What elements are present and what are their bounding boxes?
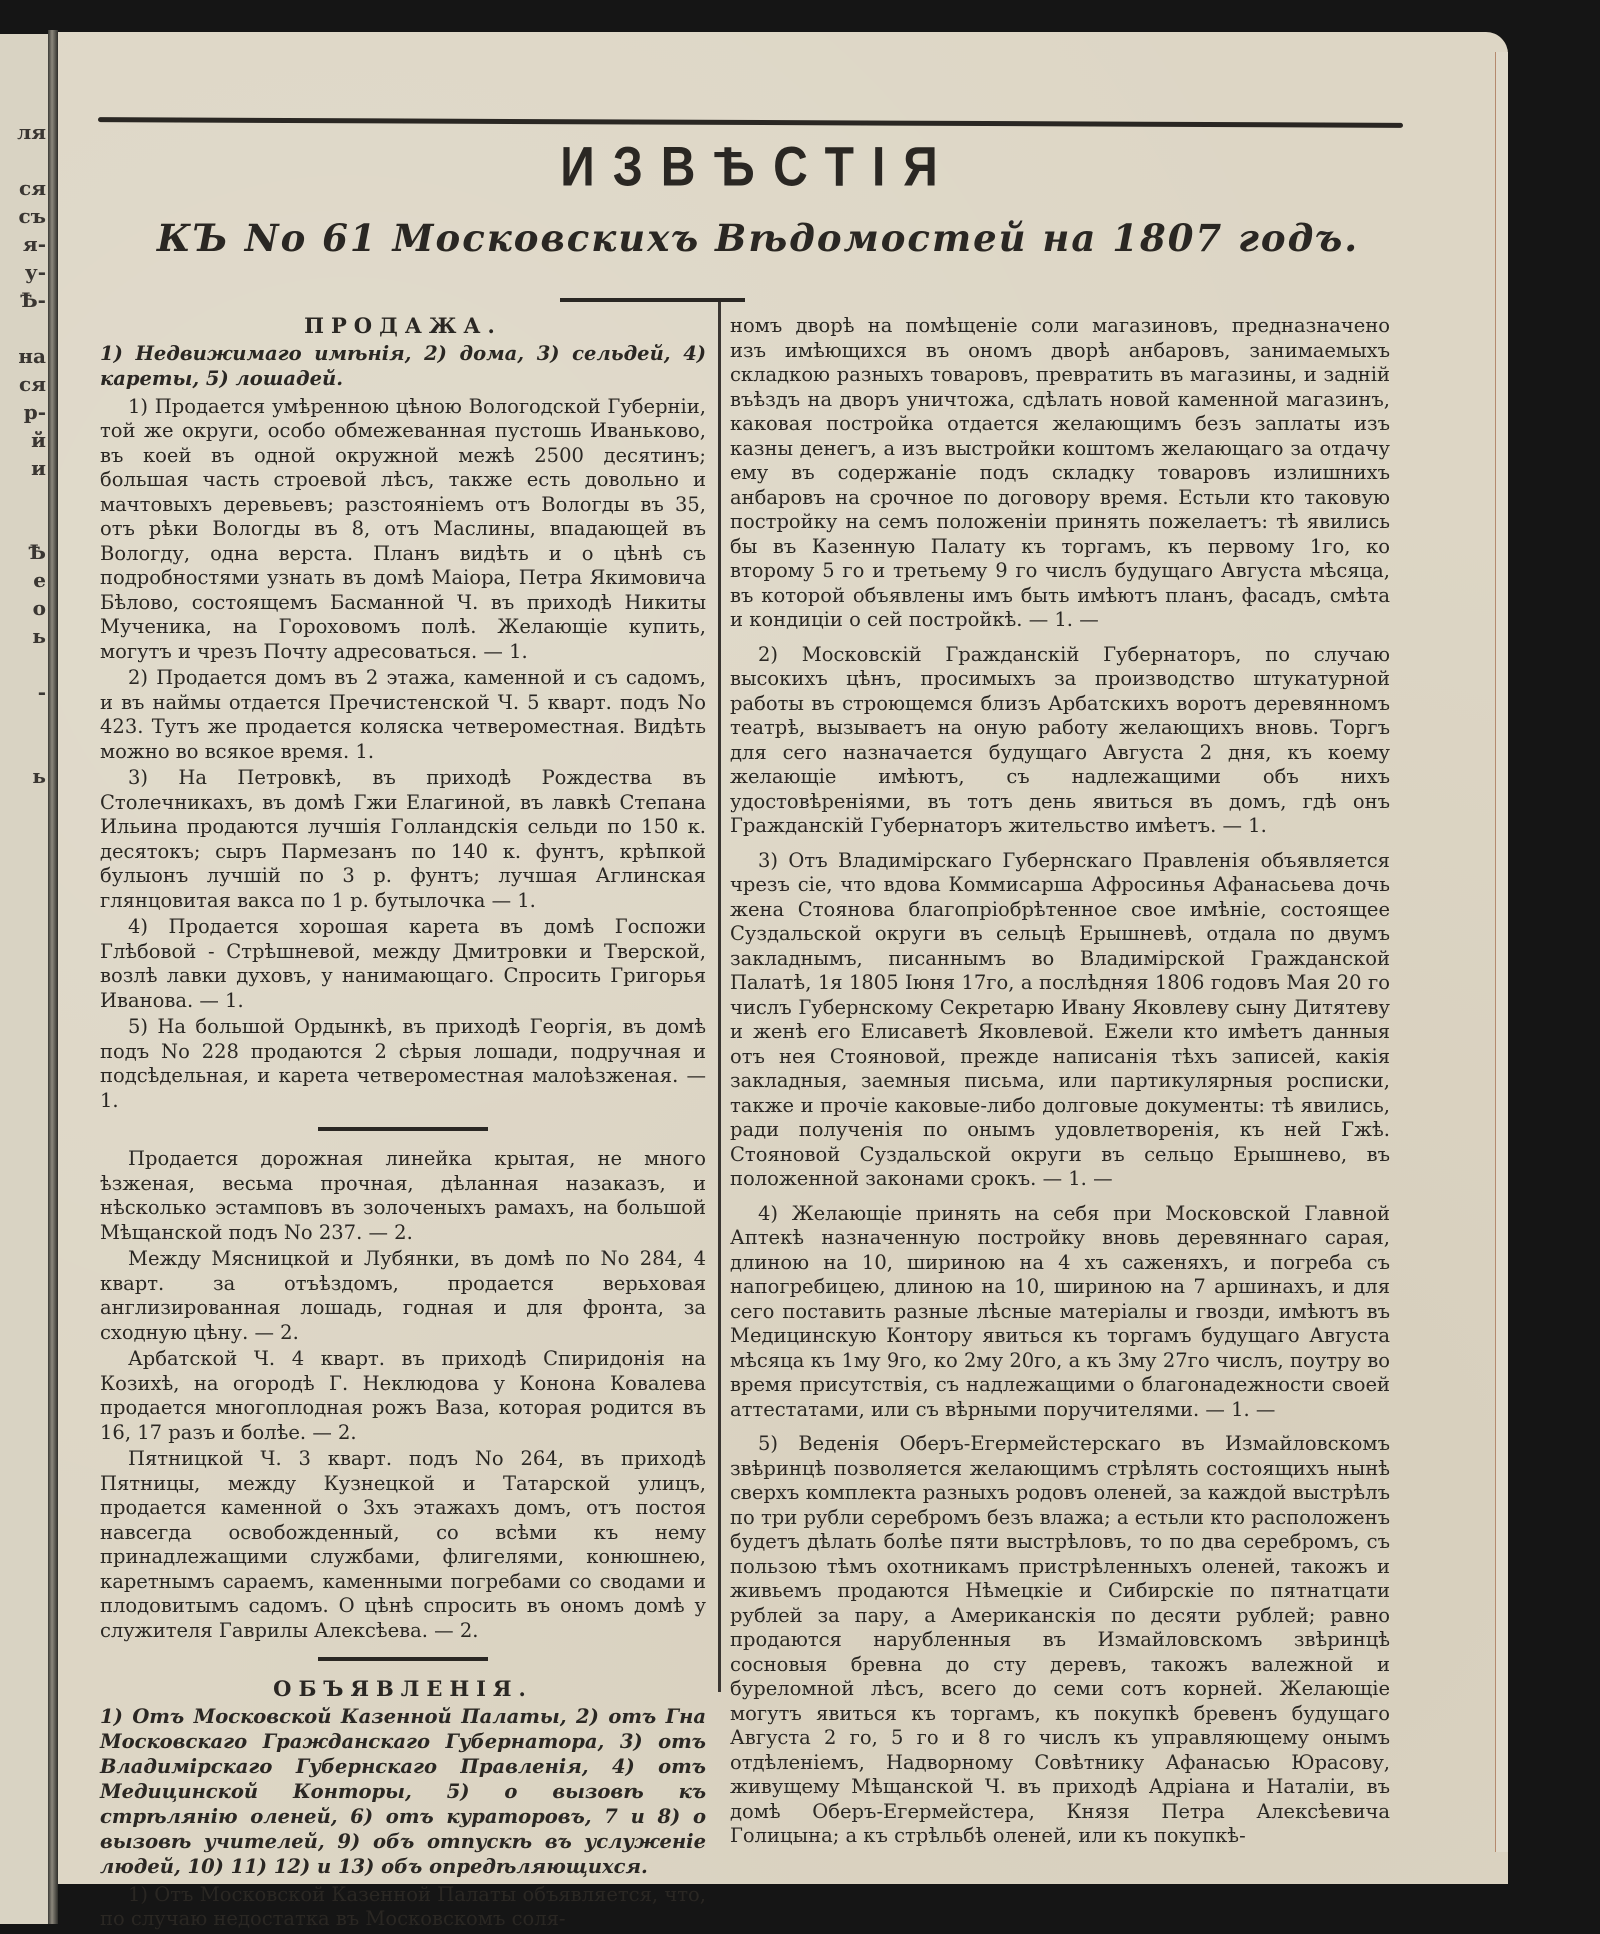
section-separator	[318, 1657, 488, 1661]
sale-item: 1) Продается умѣренною цѣною Вологодской Губерніи, той же округи, особо обмежеванная пустошь Иваньково, въ коей въ одной окружной межѣ 2500 десятинъ; большая часть строевой лѣсъ, также есть довольно и мачтовыхъ деревьевъ; разстояніемъ отъ Вологды въ 35, отъ рѣки Вологды въ 8, отъ Маслины, впадающей въ Вологду, одна верста. Планъ видѣть и о цѣнѣ съ подробностями узнать въ домѣ Маіора, Петра Якимовича Бѣлово, состоящемъ Басманной Ч. въ приходѣ Никиты Мученика, на Гороховомъ полѣ. Желающіе купить, могутъ и чрезъ Почту адресоваться. — 1.	[100, 394, 706, 663]
facing-page-edge	[0, 34, 48, 1924]
facing-page-text-fragments: ля ся съ я- у- Ѣ- на ся р- й и Ѣ е о ь - ь	[17, 120, 46, 788]
misc-sale-item: Продается дорожная линейка крытая, не много ѣзженая, весьма прочная, дѣланная назаказъ, и нѣсколько эстамповъ въ золоченыхъ рамахъ, на большой Мѣщанской подъ No 237. — 2.	[100, 1147, 706, 1244]
sale-item: 2) Продается домъ въ 2 этажа, каменной и съ садомъ, и въ наймы отдается Пречистенской Ч. 5 кварт. подъ No 423. Тутъ же продается коляска четвероместная. Видѣть можно во всякое время. 1.	[100, 666, 706, 763]
masthead-title: ИЗВѢСТІЯ	[560, 137, 956, 198]
sale-heading: ПРОДАЖА.	[304, 313, 502, 338]
page-edge	[1495, 52, 1508, 1852]
column-divider	[718, 302, 721, 1692]
sale-item: 4) Продается хорошая карета въ домѣ Госпожи Глѣбовой - Стрѣшневой, между Дмитровки и Тверской, возлѣ лавки духовъ, у нанимающаго. Спросить Григорья Иванова. — 1.	[100, 915, 706, 1012]
announcement-item-continued: номъ дворѣ на помѣщеніе соли магазиновъ, предназначено изъ имѣющихся въ ономъ дворѣ анбаровъ, занимаемыхъ складкою разныхъ товаровъ, превратить въ магазины, и задній въѣздъ на дворъ уничтожа, сдѣлать новой каменной магазинъ, каковая постройка отдается желающимъ безъ заплаты изъ казны денегъ, а изъ выстройки коштомъ желающаго за отдачу ему въ содержаніе подъ складку товаровъ излишнихъ анбаровъ на срочное по договору время. Естьли кто таковую постройку на семъ положеніи принять пожелаетъ: тѣ явились бы въ Казенную Палату къ торгамъ, къ первому 1го, ко второму 5 го и третьему 9 го числъ будущаго Августа мѣсяца, въ которой объявлены имъ быть имѣютъ планъ, фасадъ, смѣта и кондиціи о сей постройкѣ. — 1. —	[730, 314, 1390, 631]
announcement-item: 4) Желающіе принять на себя при Московской Главной Аптекѣ назначенную постройку вновь деревяннаго сарая, длиною на 10, шириною на 4 хъ саженяхъ, и погреба съ напогребицею, длиною на 10, шириною на 7 аршинахъ, и для сего поставить разные лѣсные матеріалы и гвозди, имѣютъ въ Медицинскую Контору явиться къ торгамъ будущаго Августа мѣсяца къ 1му 9го, ко 2му 20го, а къ 3му 27го числъ, поутру во время присутствія, съ надлежащими о благонадежности своей аттестатами, или съ вѣрными поручителями. — 1. —	[730, 1201, 1390, 1421]
announcements-heading: ОБЪЯВЛЕНІЯ.	[273, 1676, 533, 1701]
top-rule	[98, 117, 1403, 128]
misc-sale-item: Пятницкой Ч. 3 кварт. подъ No 264, въ приходѣ Пятницы, между Кузнецкой и Татарской улицъ, продается каменной о 3хъ этажахъ домъ, отъ постоя навсегда освобожденный, со всѣми къ нему принадлежащими службами, флигелями, конюшнею, каретнымъ сараемъ, каменными погребами со сводами и плодовитымъ садомъ. О цѣнѣ спросить въ ономъ домѣ у служителя Гаврилы Алексѣева. — 2.	[100, 1447, 706, 1642]
announcement-item: 2) Московскій Гражданскій Губернаторъ, по случаю высокихъ цѣнъ, просимыхъ за производство штукатурной работы въ строющемся близъ Арбатскихъ воротъ деревянномъ театрѣ, вызываетъ на оную работу желающихъ вновь. Торгъ для сего назначается будущаго Августа 2 дня, къ коему желающіе имѣютъ, съ надлежащими объ нихъ удостовѣреніями, въ тотъ день явиться въ домъ, гдѣ онъ Гражданскій Губернаторъ жительство имѣетъ. — 1.	[730, 642, 1390, 837]
announcement-item: 5) Веденія Оберъ-Егермейстерскаго въ Измайловскомъ звѣринцѣ позволяется желающимъ стрѣлять состоящихъ нынѣ сверхъ комплекта разныхъ родовъ оленей, за каждой выстрѣлъ по три рубли серебромъ безъ влажа; а естьли кто расположенъ будетъ дѣлать болѣе пяти выстрѣловъ, то по два серебромъ, съ пользою тѣмъ охотникамъ пристрѣленныхъ оленей, такожъ и живьемъ продаются Нѣмецкіе и Сибирскіе по пятнатцати рублей за пару, а Американскія по десяти рублей; равно продаются нарубленныя въ Измайловскомъ звѣринцѣ сосновыя бревна до сту деревъ, такожъ валежной и буреломной лѣсъ, всего до семи сотъ корней. Желающіе могутъ явиться къ торгамъ, къ покупкѣ бревенъ будущаго Августа 2 го, 5 го и 8 го числъ къ управляющему онымъ отдѣленіемъ, Надворному Совѣтнику Афанасью Юрасову, живущему Мѣщанской Ч. въ приходѣ Адріана и Наталіи, въ домѣ Оберъ-Егермейстера, Князя Петра Алексѣевича Голицына; а къ стрѣльбѣ оленей, или къ покупкѣ-	[730, 1432, 1390, 1847]
left-column	[100, 314, 706, 1934]
right-column	[730, 314, 1390, 1851]
sale-item: 5) На большой Ордынкѣ, въ приходѣ Георгія, въ домѣ подъ No 228 продаются 2 сѣрыя лошади, подручная и подсѣдельная, и карета четвероместная малоѣзженая. — 1.	[100, 1015, 706, 1112]
announcement-item: 1) Отъ Московской Казенной Палаты объявляется, что, по случаю недостатка въ Московскомъ соля-	[100, 1882, 706, 1930]
announcement-item: 3) Отъ Владимірскаго Губернскаго Правленія объявляется чрезъ сіе, что вдова Коммисарша Афросинья Афанасьева дочь жена Стоянова благопріобрѣтенное свое имѣніе, состоящее Суздальской округи въ сельцѣ Ерышневѣ, отдала по двумъ закладнымъ, писаннымъ во Владимірской Гражданской Палатѣ, 1я 1805 Іюня 17го, а послѣдняя 1806 годовъ Мая 20 го числъ Губернскому Секретарю Ивану Яковлеву сыну Дитятеву и женѣ его Елисаветѣ Яковлевой. Ежели кто имѣетъ данныя отъ нея Стояновой, прежде написанія тѣхъ записей, какія закладныя, заемныя письма, или партикулярныя росписки, также и прочіе каковые-либо долговые документы: тѣ явились, ради полученія по онымъ удовлетворенія, къ ней Гжѣ. Стояновой Суздальской округи въ сельцо Ерышнево, въ положенной законами срокъ. — 1. —	[730, 848, 1390, 1190]
masthead-subtitle: КЪ No 61 Московскихъ Вѣдомостей на 1807 годъ.	[156, 216, 1360, 260]
misc-sale-item: Арбатской Ч. 4 кварт. въ приходѣ Спиридонія на Козихѣ, на огородѣ Г. Неклюдова у Конона Ковалева продается многоплодная рожъ Ваза, которая родится въ 16, 17 разъ и болѣе. — 2.	[100, 1347, 706, 1444]
sale-item: 3) На Петровкѣ, въ приходѣ Рождества въ Столечникахъ, въ домѣ Гжи Елагиной, въ лавкѣ Степана Ильина продаются лучшія Голландскія сельди по 150 к. десятокъ; сыръ Пармезанъ по 140 к. фунтъ, крѣпкой булыонъ лучшій по 3 р. фунтъ; лучшая Аглинская глянцовитая вакса по 1 р. бутылочка — 1.	[100, 766, 706, 912]
sale-rubric: 1) Недвижимаго имѣнія, 2) дома, 3) сельдей, 4) кареты, 5) лошадей.	[100, 341, 706, 390]
newspaper-page	[58, 32, 1508, 1930]
book-gutter	[48, 30, 58, 1924]
misc-sale-item: Между Мясницкой и Лубянки, въ домѣ по No 284, 4 кварт. за отъѣздомъ, продается верьховая англизированная лошадь, годная и для фронта, за сходную цѣну. — 2.	[100, 1247, 706, 1344]
section-separator	[318, 1127, 488, 1131]
announcements-rubric: 1) Отъ Московской Казенной Палаты, 2) отъ Гна Московскаго Гражданскаго Губернатора, 3) отъ Владимірскаго Губернскаго Правленія, 4) отъ Медицинской Конторы, 5) о вызовѣ къ стрѣлянію оленей, 6) отъ кураторовъ, 7 и 8) о вызовѣ учителей, 9) объ отпускѣ въ услуженіе людей, 10) 11) 12) и 13) объ опредѣляющихся.	[100, 1704, 706, 1878]
